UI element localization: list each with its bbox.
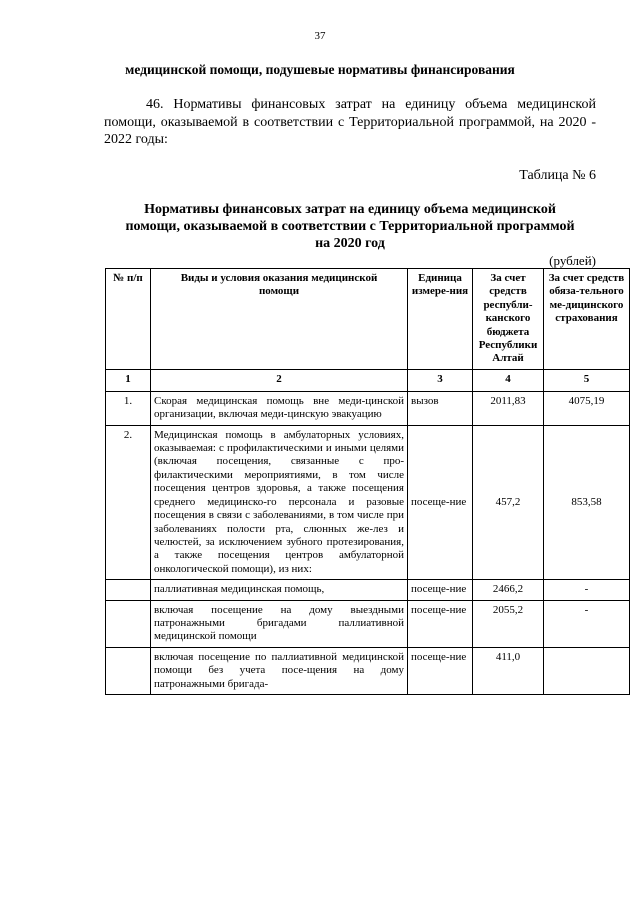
section-heading: медицинской помощи, подушевые нормативы финансирования (125, 62, 515, 77)
table-title: Нормативы финансовых затрат на единицу объема медицинской помощи, оказываемой в соответствии с Территориальной программой на 2020 год (125, 202, 575, 251)
row-description: включая посещение на дому выездными патронажными бригадами паллиативной медицинской помощи (151, 600, 408, 647)
row-budget-value: 2466,2 (473, 580, 544, 600)
row-number (106, 600, 151, 647)
row-budget-value: 411,0 (473, 647, 544, 694)
column-number: 1 (106, 369, 151, 391)
header-unit: Единица измере-ния (408, 269, 473, 370)
row-description: Скорая медицинская помощь вне меди-цинской организации, включая меди-цинскую эвакуацию (151, 391, 408, 425)
table-header-row (106, 269, 630, 370)
row-number (106, 580, 151, 600)
norms-table (105, 268, 630, 695)
table-row (106, 425, 630, 579)
row-description: Медицинская помощь в амбулаторных условиях, оказываемая: с профилактическими и иными целями (включая посещения, связанные с про-филактическими мероприятиями, в том числе посещения центров здоровья, а также посещения среднего медицинско-го персонала и разовые посещения в связи с заболеваниями, в том числе при заболеваниях полости рта, слюнных же-лез и челюстей, за исключением зубного протезирования, а также посещения центров амбулаторной онкологической помощи), из них: (151, 425, 408, 579)
row-number (106, 647, 151, 694)
row-budget-value: 2055,2 (473, 600, 544, 647)
paragraph-46: 46. Нормативы финансовых затрат на единицу объема медицинской помощи, оказываемой в соответствии с Территориальной программой, на 2020 - 2022 годы: (104, 97, 596, 147)
row-number: 2. (106, 425, 151, 579)
table-label: Таблица № 6 (519, 168, 596, 183)
row-unit: посеще-ние (408, 647, 473, 694)
row-unit: вызов (408, 391, 473, 425)
table-row (106, 600, 630, 647)
column-number-row (106, 369, 630, 391)
row-budget-value: 2011,83 (473, 391, 544, 425)
header-types: Виды и условия оказания медицинской помощи (151, 269, 408, 370)
column-number: 4 (473, 369, 544, 391)
header-budget: За счет средств республи-канского бюджета Республики Алтай (473, 269, 544, 370)
row-unit: посеще-ние (408, 425, 473, 579)
row-oms-value (544, 647, 630, 694)
row-budget-value: 457,2 (473, 425, 544, 579)
column-number: 5 (544, 369, 630, 391)
table-row (106, 580, 630, 600)
page-number: 37 (314, 30, 326, 42)
table-row (106, 647, 630, 694)
row-number: 1. (106, 391, 151, 425)
row-oms-value: 4075,19 (544, 391, 630, 425)
row-oms-value: - (544, 580, 630, 600)
row-description: паллиативная медицинская помощь, (151, 580, 408, 600)
units-label: (рублей) (549, 253, 596, 268)
column-number: 2 (151, 369, 408, 391)
header-number: № п/п (106, 269, 151, 370)
table-row (106, 391, 630, 425)
row-oms-value: - (544, 600, 630, 647)
column-number: 3 (408, 369, 473, 391)
header-oms: За счет средств обяза-тельного ме-дицинского страхования (544, 269, 630, 370)
row-unit: посеще-ние (408, 580, 473, 600)
row-unit: посеще-ние (408, 600, 473, 647)
row-oms-value: 853,58 (544, 425, 630, 579)
row-description: включая посещение по паллиативной медицинской помощи без учета посе-щения на дому патронажными бригада- (151, 647, 408, 694)
